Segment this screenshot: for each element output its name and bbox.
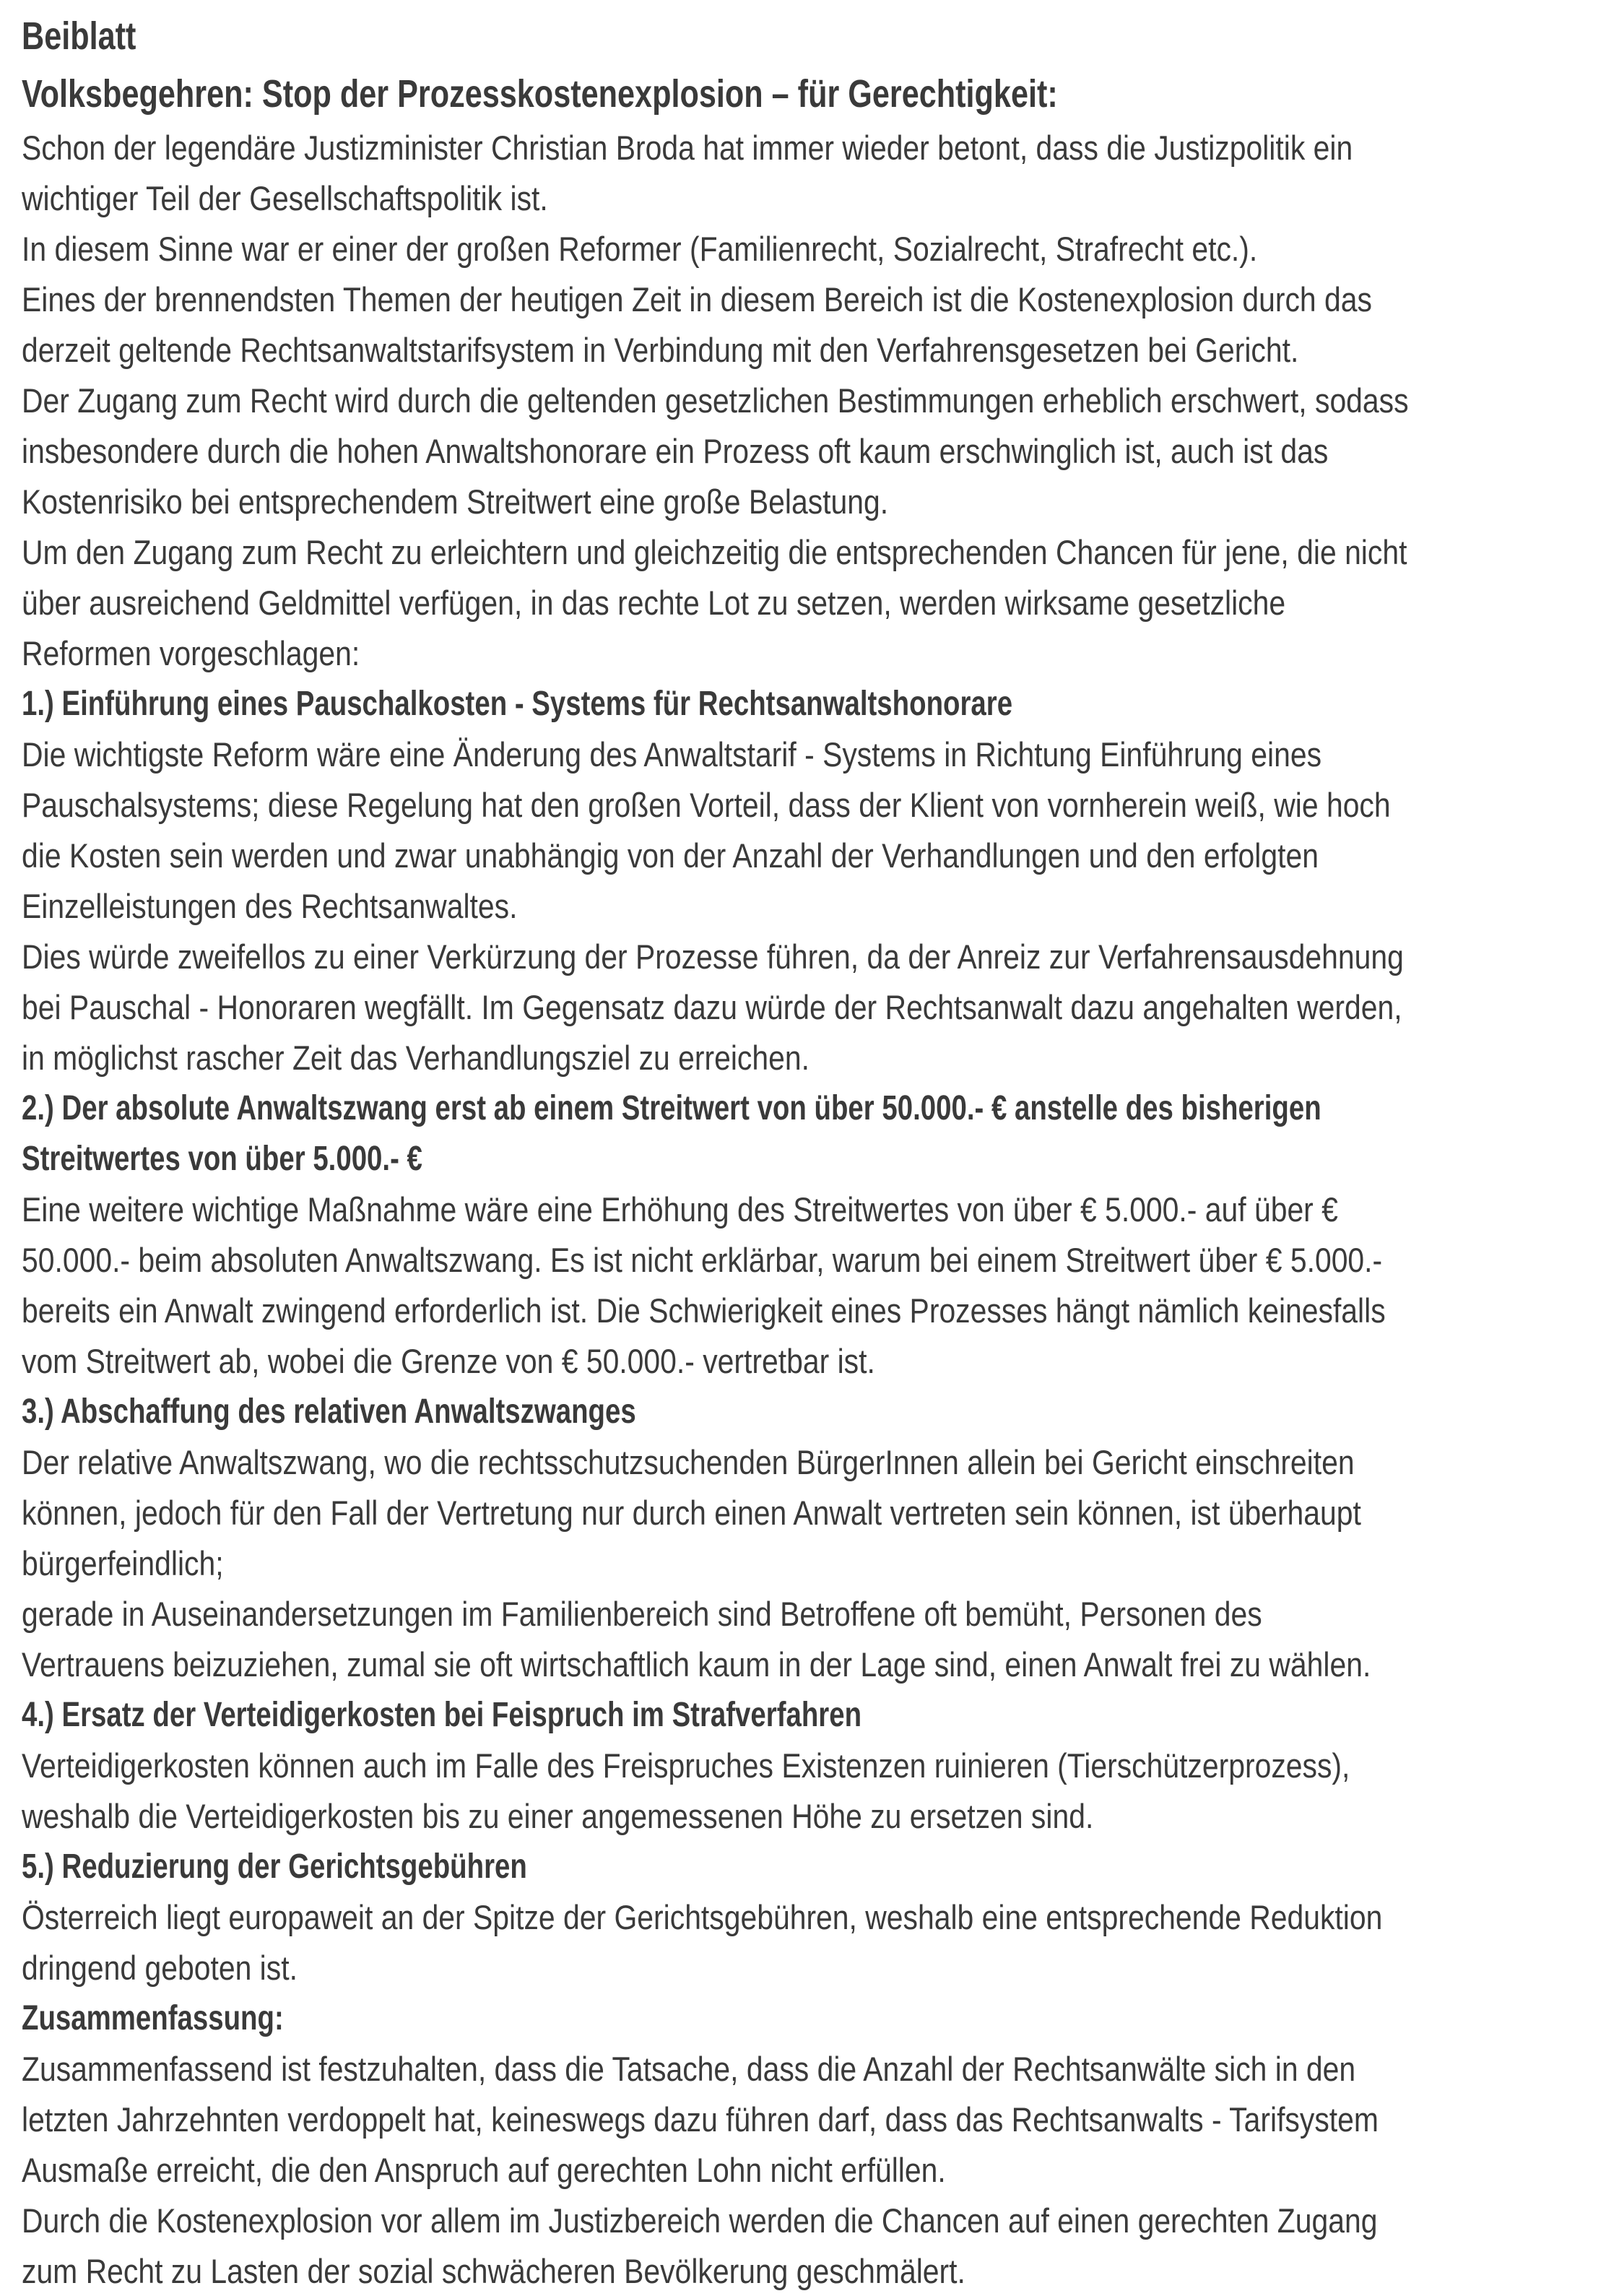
paragraph-line: letzten Jahrzehnten verdoppelt hat, keineswegs dazu führen darf, dass das Rechtsanwalts - Tarifsystem [22, 2100, 1379, 2139]
paragraph-line: Kostenrisiko bei entsprechendem Streitwert eine große Belastung. [22, 482, 889, 521]
paragraph-line: zum Recht zu Lasten der sozial schwächeren Bevölkerung geschmälert. [22, 2252, 965, 2290]
paragraph-line: weshalb die Verteidigerkosten bis zu einer angemessenen Höhe zu ersetzen sind. [22, 1797, 1094, 1835]
document-subtitle: Volksbegehren: Stop der Prozesskostenexplosion – für Gerechtigkeit: [22, 72, 1058, 116]
paragraph-line: gerade in Auseinandersetzungen im Familienbereich sind Betroffene oft bemüht, Personen des [22, 1595, 1262, 1633]
paragraph-line: dringend geboten ist. [22, 1949, 298, 1987]
paragraph-line: Zusammenfassend ist festzuhalten, dass die Tatsache, dass die Anzahl der Rechtsanwälte sich in den [22, 2050, 1356, 2088]
paragraph-line: Einzelleistungen des Rechtsanwaltes. [22, 887, 518, 925]
paragraph-line: Ausmaße erreicht, die den Anspruch auf gerechten Lohn nicht erfüllen. [22, 2151, 946, 2189]
paragraph-line: können, jedoch für den Fall der Vertretung nur durch einen Anwalt vertreten sein können, ist überhaupt [22, 1494, 1361, 1532]
paragraph-line: 50.000.- beim absoluten Anwaltszwang. Es ist nicht erklärbar, warum bei einem Streitwert über € 5.000.- [22, 1241, 1383, 1279]
paragraph-line: Der Zugang zum Recht wird durch die geltenden gesetzlichen Bestimmungen erheblich erschwert, sodass [22, 381, 1409, 420]
paragraph-line: In diesem Sinne war er einer der großen Reformer (Familienrecht, Sozialrecht, Strafrecht etc.). [22, 230, 1258, 268]
paragraph-line: bürgerfeindlich; [22, 1544, 224, 1582]
paragraph-line: wichtiger Teil der Gesellschaftspolitik ist. [22, 179, 548, 217]
paragraph-line: Verteidigerkosten können auch im Falle des Freispruches Existenzen ruinieren (Tierschützerprozess), [22, 1746, 1350, 1785]
paragraph-line: Durch die Kostenexplosion vor allem im Justizbereich werden die Chancen auf einen gerechten Zugang [22, 2201, 1378, 2240]
paragraph-line: über ausreichend Geldmittel verfügen, in das rechte Lot zu setzen, werden wirksame gesetzliche [22, 584, 1286, 622]
paragraph-line: Dies würde zweifellos zu einer Verkürzung der Prozesse führen, da der Anreiz zur Verfahrensausdehnung [22, 937, 1404, 976]
paragraph-line: bereits ein Anwalt zwingend erforderlich ist. Die Schwierigkeit eines Prozesses hängt nämlich keinesfalls [22, 1291, 1386, 1330]
section-heading: Zusammenfassung: [22, 1999, 284, 2037]
section-heading: Streitwertes von über 5.000.- € [22, 1140, 422, 1178]
document-title: Beiblatt [22, 14, 136, 58]
paragraph-line: Pauschalsystems; diese Regelung hat den großen Vorteil, dass der Klient von vornherein weiß, wie hoch [22, 786, 1391, 824]
section-heading: 2.) Der absolute Anwaltszwang erst ab einem Streitwert von über 50.000.- € anstelle des bisherigen [22, 1089, 1321, 1127]
section-heading: 3.) Abschaffung des relativen Anwaltszwanges [22, 1392, 636, 1431]
paragraph-line: insbesondere durch die hohen Anwaltshonorare ein Prozess oft kaum erschwinglich ist, auch ist das [22, 432, 1329, 470]
paragraph-line: Vertrauens beizuziehen, zumal sie oft wirtschaftlich kaum in der Lage sind, einen Anwalt frei zu wählen. [22, 1645, 1371, 1684]
paragraph-line: in möglichst rascher Zeit das Verhandlungsziel zu erreichen. [22, 1039, 810, 1077]
paragraph-line: Um den Zugang zum Recht zu erleichtern und gleichzeitig die entsprechenden Chancen für jene, die nicht [22, 533, 1407, 571]
paragraph-line: Österreich liegt europaweit an der Spitze der Gerichtsgebühren, weshalb eine entsprechende Reduktion [22, 1898, 1383, 1936]
paragraph-line: Eine weitere wichtige Maßnahme wäre eine Erhöhung des Streitwertes von über € 5.000.- auf über € [22, 1190, 1338, 1229]
paragraph-line: vom Streitwert ab, wobei die Grenze von € 50.000.- vertretbar ist. [22, 1342, 875, 1380]
paragraph-line: Eines der brennendsten Themen der heutigen Zeit in diesem Bereich ist die Kostenexplosion durch das [22, 280, 1372, 319]
paragraph-line: derzeit geltende Rechtsanwaltstarifsystem in Verbindung mit den Verfahrensgesetzen bei Gericht. [22, 331, 1299, 369]
paragraph-line: bei Pauschal - Honoraren wegfällt. Im Gegensatz dazu würde der Rechtsanwalt dazu angehalten werden, [22, 988, 1402, 1026]
paragraph-line: die Kosten sein werden und zwar unabhängig von der Anzahl der Verhandlungen und den erfolgten [22, 836, 1319, 875]
section-heading: 4.) Ersatz der Verteidigerkosten bei Feispruch im Strafverfahren [22, 1696, 862, 1734]
paragraph-line: Schon der legendäre Justizminister Christian Broda hat immer wieder betont, dass die Justizpolitik ein [22, 129, 1353, 167]
paragraph-line: Die wichtigste Reform wäre eine Änderung des Anwaltstarif - Systems in Richtung Einführung eines [22, 735, 1322, 774]
paragraph-line: Reformen vorgeschlagen: [22, 634, 360, 672]
section-heading: 1.) Einführung eines Pauschalkosten - Systems für Rechtsanwaltshonorare [22, 685, 1013, 723]
paragraph-line: Der relative Anwaltszwang, wo die rechtsschutzsuchenden BürgerInnen allein bei Gericht einschreiten [22, 1443, 1355, 1481]
section-heading: 5.) Reduzierung der Gerichtsgebühren [22, 1847, 527, 1886]
